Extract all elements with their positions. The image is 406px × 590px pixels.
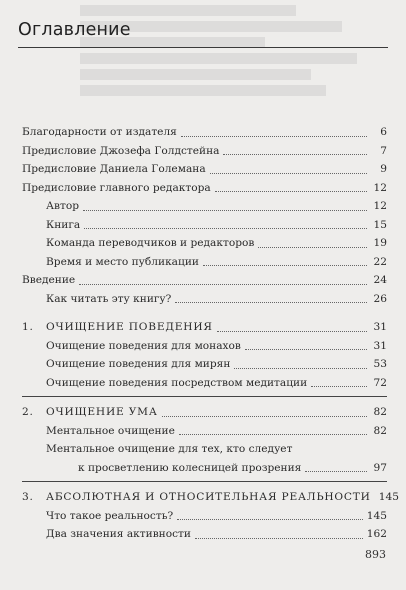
chapter-divider [22,481,387,482]
chapter-title: ОЧИЩЕНИЕ ПОВЕДЕНИЯ [46,321,213,333]
leader-dots [84,228,367,229]
chapter-number: 3. [22,491,34,503]
toc-entry-page: 22 [373,255,387,268]
toc-subentry[interactable] [22,290,387,309]
toc-entry-label: Два значения активности [46,528,191,540]
leader-dots [83,210,367,211]
leader-dots [195,538,363,539]
toc-subentry[interactable] [22,197,387,216]
toc-entry-page: 53 [373,358,387,370]
toc-entry-page: 9 [380,163,387,175]
toc-subentry[interactable] [22,507,387,526]
toc-entry-page: 26 [373,292,387,305]
chapter-page: 82 [373,406,387,418]
toc-entry-label: Автор [46,200,80,212]
toc-entry-label: Ментальное очищение для тех, кто следует [46,443,293,455]
toc-entry-page: 6 [380,126,387,138]
toc-entry-page: 19 [373,237,387,249]
chapter-divider [22,396,387,397]
leader-dots [223,154,367,155]
toc-entry[interactable] [22,160,387,179]
chapter-page: 145 [378,491,399,503]
toc-entry-page: 12 [373,181,387,194]
toc-entry-page: 15 [373,218,387,231]
leader-dots [79,284,367,285]
toc-chapter[interactable] [22,318,387,337]
toc-subentry-continuation[interactable] [22,459,387,478]
page-number: 893 [365,548,386,561]
leader-dots [179,434,367,435]
toc-subentry[interactable] [22,355,387,374]
toc-entry-label: Ментальное очищение [46,424,175,437]
toc-entry[interactable] [22,123,387,142]
toc-entry-label: Предисловие Джозефа Голдстейна [22,144,220,157]
leader-dots [311,386,367,387]
leader-dots [181,136,367,137]
table-of-contents [22,123,399,544]
leader-dots [245,349,367,350]
title-rule [18,47,388,48]
toc-subentry[interactable] [22,422,387,441]
chapter-title: АБСОЛЮТНАЯ И ОТНОСИТЕЛЬНАЯ РЕАЛЬНОСТИ [46,491,371,503]
leader-dots [210,173,367,174]
toc-subentry[interactable] [22,337,387,356]
toc-entry-page: 72 [373,376,387,389]
toc-subentry[interactable] [22,234,387,253]
toc-entry-label: Время и место публикации [46,255,199,268]
toc-entry-label: Предисловие главного редактора [22,181,211,194]
toc-entry-page: 12 [373,200,387,212]
leader-dots [215,191,367,192]
toc-entry-label: Благодарности от издателя [22,126,177,138]
page-title: Оглавление [18,20,131,40]
toc-entry[interactable] [22,271,387,290]
toc-entry-label: к просветлению колесницей прозрения [78,461,302,474]
toc-subentry[interactable] [22,374,387,393]
leader-dots [234,368,367,369]
toc-entry-label: Команда переводчиков и редакторов [46,237,255,249]
toc-subentry[interactable] [22,525,387,544]
chapter-number: 1. [22,321,34,333]
toc-entry-page: 145 [366,509,387,522]
toc-subentry[interactable] [22,253,387,272]
toc-chapter[interactable] [22,488,399,507]
toc-entry-page: 7 [380,144,387,157]
chapter-title: ОЧИЩЕНИЕ УМА [46,406,158,418]
chapter-number: 2. [22,406,34,418]
toc-subentry[interactable] [22,216,387,235]
leader-dots [177,519,363,520]
toc-entry-label: Очищение поведения посредством медитации [46,376,308,389]
leader-dots [203,265,367,266]
leader-dots [258,247,367,248]
toc-entry[interactable] [22,179,387,198]
toc-entry-label: Очищение поведения для мирян [46,358,231,370]
toc-entry-label: Что такое реальность? [46,509,174,522]
toc-entry-page: 31 [373,339,387,352]
leader-dots [162,416,367,417]
toc-entry-label: Введение [22,274,76,286]
leader-dots [175,302,367,303]
leader-dots [305,471,367,472]
toc-entry-page: 24 [373,274,387,286]
toc-entry-label: Книга [46,218,81,231]
toc-entry-label: Очищение поведения для монахов [46,339,241,352]
toc-entry-page: 97 [373,461,387,474]
toc-entry[interactable] [22,142,387,161]
leader-dots [217,331,367,332]
toc-subentry[interactable] [22,440,387,459]
toc-entry-label: Предисловие Даниела Големана [22,163,206,175]
chapter-page: 31 [373,321,387,333]
toc-chapter[interactable] [22,403,387,422]
toc-entry-page: 82 [373,424,387,437]
toc-entry-label: Как читать эту книгу? [46,292,172,305]
toc-entry-page: 162 [366,528,387,540]
